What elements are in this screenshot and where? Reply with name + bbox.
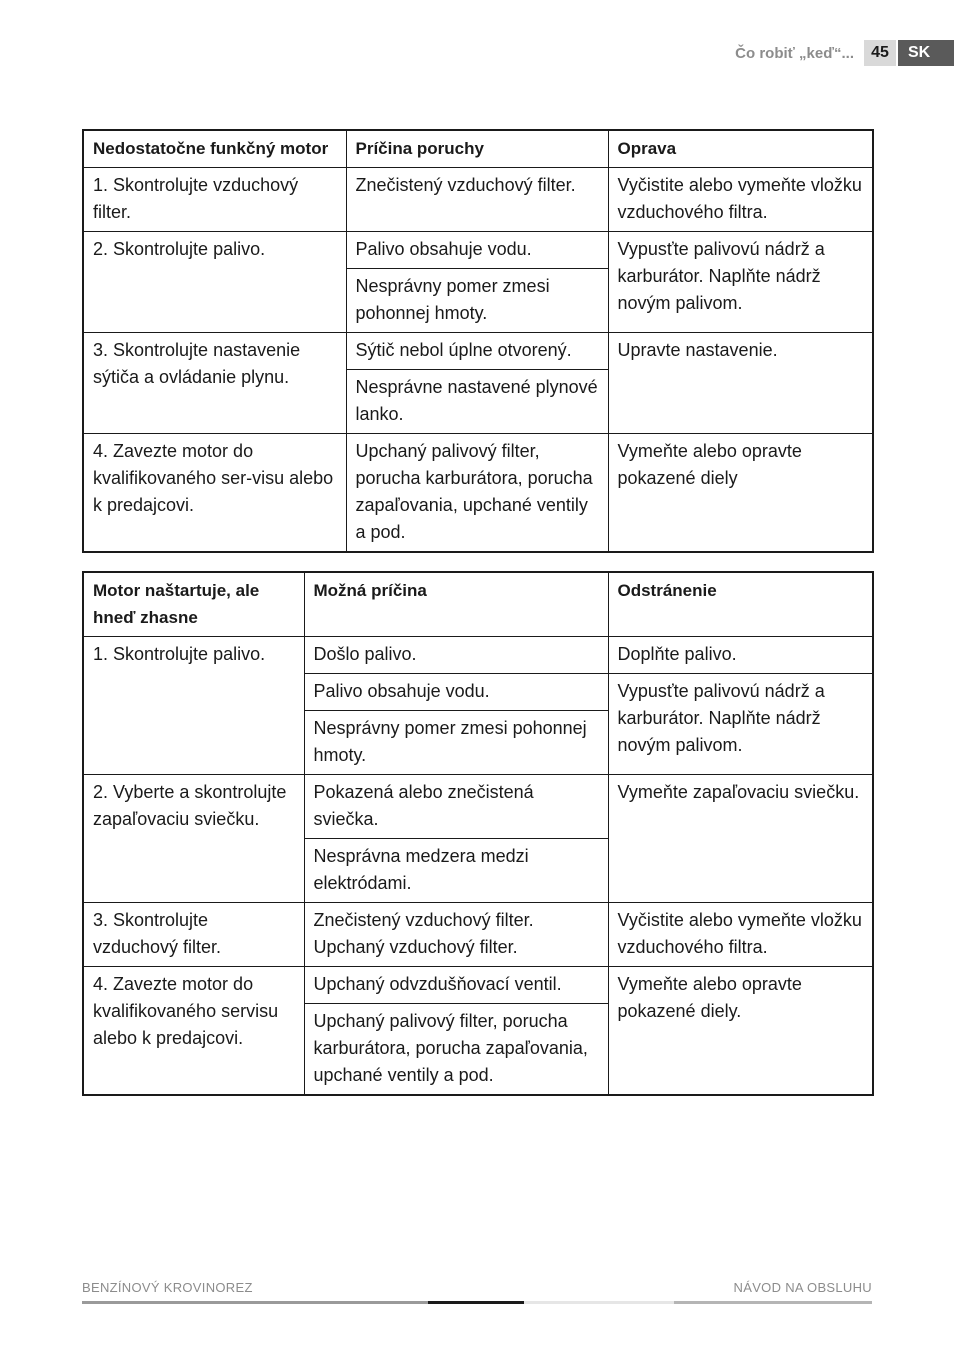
page-header [735,40,954,66]
step-cell: 2. Skontrolujte palivo. [83,232,346,333]
table-row [83,333,873,370]
cause-cell: Nesprávne nastavené plynové lanko. [346,370,608,434]
footer-divider [82,1301,428,1304]
step-cell: 4. Zavezte motor do kvalifikovaného servisu alebo k predajcovi. [83,967,304,1096]
fix-cell: Vymeňte alebo opravte pokazené diely [608,434,873,553]
table-header-row [83,130,873,168]
fix-cell: Vypusťte palivovú nádrž a karburátor. Naplňte nádrž novým palivom. [608,232,873,333]
header-cell: Motor naštartuje, ale hneď zhasne [83,572,304,637]
header-cell: Odstránenie [608,572,873,637]
fix-cell: Upravte nastavenie. [608,333,873,434]
fix-cell: Vymeňte alebo opravte pokazené diely. [608,967,873,1096]
cause-cell: Znečistený vzduchový filter. [346,168,608,232]
footer-product-name: BENZÍNOVÝ KROVINOREZ [82,1280,253,1295]
table-row [83,967,873,1004]
step-cell: 3. Skontrolujte nastavenie sýtiča a ovládanie plynu. [83,333,346,434]
page-number: 45 [864,40,896,66]
cause-cell: Palivo obsahuje vodu. [304,674,608,711]
footer-divider-end [674,1301,872,1304]
step-cell: 3. Skontrolujte vzduchový filter. [83,903,304,967]
table-row [83,775,873,839]
language-badge: SK [898,40,954,66]
cause-cell: Upchaný palivový filter, porucha karburátora, porucha zapaľovania, upchané ventily a pod. [304,1004,608,1096]
fix-cell: Vyčistite alebo vymeňte vložku vzduchového filtra. [608,903,873,967]
cause-cell: Upchaný palivový filter, porucha karburátora, porucha zapaľovania, upchané ventily a pod. [346,434,608,553]
fix-cell: Vyčistite alebo vymeňte vložku vzduchového filtra. [608,168,873,232]
fix-cell: Vymeňte zapaľovaciu sviečku. [608,775,873,903]
cause-cell: Došlo palivo. [304,637,608,674]
table-row [83,637,873,674]
table-row [83,434,873,553]
step-cell: 2. Vyberte a skontrolujte zapaľovaciu sviečku. [83,775,304,903]
footer-divider-light [524,1301,674,1304]
cause-cell: Sýtič nebol úplne otvorený. [346,333,608,370]
fix-cell: Doplňte palivo. [608,637,873,674]
table-row [83,903,873,967]
table-row [83,168,873,232]
cause-cell: Znečistený vzduchový filter. Upchaný vzduchový filter. [304,903,608,967]
table-header-row [83,572,873,637]
footer-divider-accent [428,1301,524,1304]
header-cell: Nedostatočne funkčný motor [83,130,346,168]
cause-cell: Upchaný odvzdušňovací ventil. [304,967,608,1004]
troubleshooting-table-1 [82,129,874,553]
section-title: Čo robiť „keď“... [735,44,854,62]
step-cell: 4. Zavezte motor do kvalifikovaného ser-visu alebo k predajcovi. [83,434,346,553]
fix-cell: Vypusťte palivovú nádrž a karburátor. Naplňte nádrž novým palivom. [608,674,873,775]
header-cell: Oprava [608,130,873,168]
table-row [83,232,873,269]
troubleshooting-table-2 [82,571,874,1096]
cause-cell: Nesprávny pomer zmesi pohonnej hmoty. [346,269,608,333]
cause-cell: Palivo obsahuje vodu. [346,232,608,269]
cause-cell: Nesprávna medzera medzi elektródami. [304,839,608,903]
step-cell: 1. Skontrolujte palivo. [83,637,304,775]
header-cell: Príčina poruchy [346,130,608,168]
step-cell: 1. Skontrolujte vzduchový filter. [83,168,346,232]
cause-cell: Pokazená alebo znečistená sviečka. [304,775,608,839]
cause-cell: Nesprávny pomer zmesi pohonnej hmoty. [304,711,608,775]
header-cell: Možná príčina [304,572,608,637]
footer-manual-label: NÁVOD NA OBSLUHU [733,1280,872,1295]
